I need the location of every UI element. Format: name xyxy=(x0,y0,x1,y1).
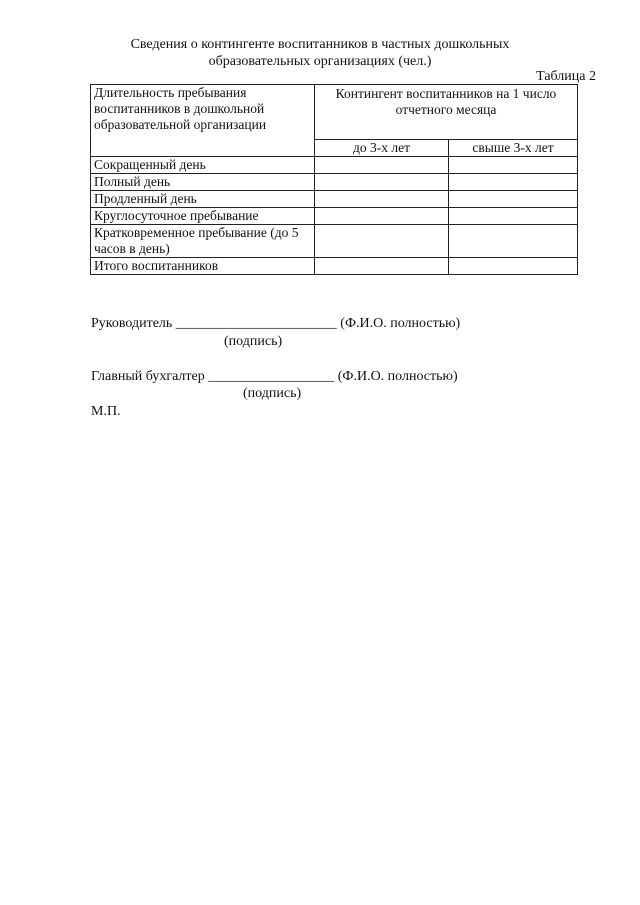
cell-over-3[interactable] xyxy=(449,191,578,208)
row-label: Итого воспитанников xyxy=(91,258,315,275)
cell-over-3[interactable] xyxy=(449,225,578,258)
table-row xyxy=(91,174,578,191)
header-contingent-group: Контингент воспитанников на 1 число отчетного месяца xyxy=(315,85,578,140)
head-signature-note: (подпись) xyxy=(224,334,283,349)
contingent-table xyxy=(90,84,578,275)
table-row xyxy=(91,191,578,208)
cell-over-3[interactable] xyxy=(449,208,578,225)
table-number-label: Таблица 2 xyxy=(536,69,596,84)
cell-under-3[interactable] xyxy=(315,208,449,225)
header-stay-duration: Длительность пребывания воспитанников в дошкольной образовательной организации xyxy=(91,85,315,157)
cell-over-3[interactable] xyxy=(449,157,578,174)
cell-under-3[interactable] xyxy=(315,157,449,174)
table-header-row xyxy=(91,85,578,140)
table-row xyxy=(91,157,578,174)
title-line-2: образовательных организациях (чел.) xyxy=(208,54,432,69)
row-label: Полный день xyxy=(91,174,315,191)
table-row xyxy=(91,225,578,258)
title-line-1: Сведения о контингенте воспитанников в частных дошкольных xyxy=(130,37,510,52)
header-over-3: свыше 3-х лет xyxy=(449,140,578,157)
table-row xyxy=(91,208,578,225)
cell-under-3[interactable] xyxy=(315,191,449,208)
accountant-signature-note: (подпись) xyxy=(243,386,302,401)
stamp-place-label: М.П. xyxy=(91,404,121,419)
header-under-3: до 3-х лет xyxy=(315,140,449,157)
row-label: Кратковременное пребывание (до 5 часов в день) xyxy=(91,225,315,258)
row-label: Круглосуточное пребывание xyxy=(91,208,315,225)
cell-under-3[interactable] xyxy=(315,225,449,258)
table-row xyxy=(91,258,578,275)
head-signature-line: Руководитель _______________________ (Ф.И.О. полностью) xyxy=(91,316,461,331)
cell-over-3[interactable] xyxy=(449,258,578,275)
document-title xyxy=(0,36,640,70)
row-label: Сокращенный день xyxy=(91,157,315,174)
row-label: Продленный день xyxy=(91,191,315,208)
cell-under-3[interactable] xyxy=(315,258,449,275)
cell-over-3[interactable] xyxy=(449,174,578,191)
cell-under-3[interactable] xyxy=(315,174,449,191)
accountant-signature-line: Главный бухгалтер __________________ (Ф.И.О. полностью) xyxy=(91,369,458,384)
